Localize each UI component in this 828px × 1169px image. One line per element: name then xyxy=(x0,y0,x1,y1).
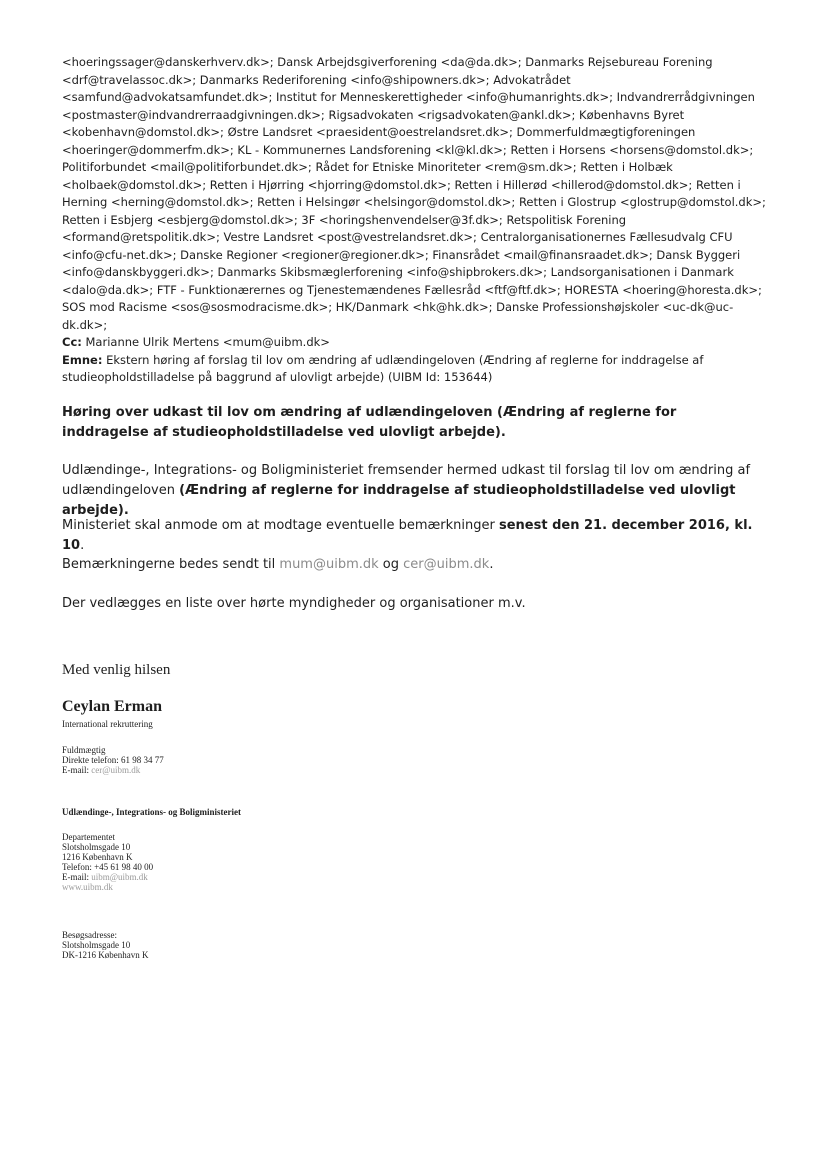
send-to-mid: og xyxy=(378,557,404,572)
address-email-line xyxy=(62,872,153,882)
recipients-list: <hoeringssager@danskerhverv.dk>; Dansk Arbejdsgiverforening <da@da.dk>; Danmarks Rejsebureau Forening <drf@travelassoc.dk>; Danmarks Rederiforening <info@shipowners.dk>; Advokatrådet <samfund@advokatsamfundet.dk>; Institut for Menneskerettigheder <info@humanrights.dk>; Indvandrerrådgivningen <postmaster@indvandrerraadgivningen.dk>; Rigsadvokaten <rigsadvokaten@ankl.dk>; Københavns Byret <kobenhavn@domstol.dk>; Østre Landsret <praesident@oestrelandsret.dk>; Dommerfuldmægtigforeningen <hoeringer@dommerfm.dk>; KL - Kommunernes Landsforening <kl@kl.dk>; Retten i Horsens <horsens@domstol.dk>; Politiforbundet <mail@politiforbundet.dk>; Rådet for Etniske Minoriteter <rem@sm.dk>; Retten i Holbæk <holbaek@domstol.dk>; Retten i Hjørring <hjorring@domstol.dk>; Retten i Hillerød <hillerod@domstol.dk>; Retten i Herning <herning@domstol.dk>; Retten i Helsingør <helsingor@domstol.dk>; Retten i Glostrup <glostrup@domstol.dk>; Retten i Esbjerg <esbjerg@domstol.dk>; 3F <horingshenvendelser@3f.dk>; Retspolitisk Forening <formand@retspolitik.dk>; Vestre Landsret <post@vestrelandsret.dk>; Centralorganisationernes Fællesudvalg CFU <info@cfu-net.dk>; Danske Regioner <regioner@regioner.dk>; Finansrådet <mail@finansraadet.dk>; Dansk Byggeri <info@danskbyggeri.dk>; Danmarks Skibsmæglerforening <info@shipbrokers.dk>; Landsorganisationen i Danmark <dalo@da.dk>; FTF - Funktionærernes og Tjenestemændenes Fællesråd <ftf@ftf.dk>; HORESTA <hoering@horesta.dk>; SOS mod Racisme <sos@sosmodracisme.dk>; HK/Danmark <hk@hk.dk>; Danske Professionshøjskoler <uc-dk@uc-dk.dk>; xyxy=(62,55,766,332)
cc-label: Cc: xyxy=(62,335,82,349)
subject-line xyxy=(62,352,772,387)
email-link-mum[interactable]: mum@uibm.dk xyxy=(279,557,379,572)
address-phone: Telefon: +45 61 98 40 00 xyxy=(62,862,154,872)
deadline-end: . xyxy=(80,538,85,553)
send-to-paragraph xyxy=(62,555,772,575)
subject-value: Ekstern høring af forslag til lov om ændring af udlændingeloven (Ændring af reglerne for inddragelse af studieopholdstilladelse på baggrund af ulovligt arbejde) (UIBM Id: 153644) xyxy=(62,352,704,384)
ministry-name: Udlændinge-, Integrations- og Boligministeriet xyxy=(62,807,241,817)
greeting: Med venlig hilsen xyxy=(62,662,171,678)
send-to-text: Bemærkningerne bedes sendt til xyxy=(62,557,280,572)
signature-role: Fuldmægtig xyxy=(62,745,106,755)
signature-email-label: E-mail: xyxy=(62,765,92,775)
address-street: Slotsholmsgade 10 xyxy=(62,842,131,852)
ministry-address xyxy=(62,832,153,892)
signature-title: International rekruttering xyxy=(62,719,153,729)
document-title: Høring over udkast til lov om ændring af udlændingeloven (Ændring af reglerne for inddragelse af studieopholdstilladelse ved ulovligt arbejde). xyxy=(62,405,677,440)
signature-phone: Direkte telefon: 61 98 34 77 xyxy=(62,755,164,765)
deadline-paragraph xyxy=(62,516,772,556)
address-city: 1216 København K xyxy=(62,852,133,862)
email-header xyxy=(62,54,772,387)
signature-name: Ceylan Erman xyxy=(62,698,162,715)
address-website[interactable]: www.uibm.dk xyxy=(62,882,113,892)
address-dept: Departementet xyxy=(62,832,115,842)
intro-bold-text: (Ændring af reglerne for inddragelse af studieopholdstilladelse ved ulovligt arbejde). xyxy=(62,483,736,518)
signature-email[interactable]: cer@uibm.dk xyxy=(91,765,141,775)
intro-text: Udlændinge-, Integrations- og Boligministeriet fremsender hermed udkast til forslag til lov om ændring af udlændingeloven xyxy=(62,463,751,498)
address-email-label: E-mail: xyxy=(62,872,92,882)
visit-street: Slotsholmsgade 10 xyxy=(62,940,131,950)
visit-address xyxy=(62,930,148,960)
cc-value: Marianne Ulrik Mertens <mum@uibm.dk> xyxy=(81,335,330,349)
signature-contact xyxy=(62,745,164,775)
subject-label: Emne: xyxy=(62,352,103,367)
visit-city: DK-1216 København K xyxy=(62,950,149,960)
attachment-paragraph: Der vedlægges en liste over hørte myndigheder og organisationer m.v. xyxy=(62,596,526,611)
deadline-text: Ministeriet skal anmode om at modtage eventuelle bemærkninger xyxy=(62,518,499,533)
visit-label: Besøgsadresse: xyxy=(62,930,117,940)
signature-email-line xyxy=(62,765,164,775)
email-link-cer[interactable]: cer@uibm.dk xyxy=(403,557,490,572)
deadline-date: senest den 21. december 2016, kl. 10 xyxy=(62,518,753,553)
intro-paragraph xyxy=(62,461,772,521)
cc-line xyxy=(62,334,772,352)
address-email[interactable]: uibm@uibm.dk xyxy=(91,872,148,882)
send-to-end: . xyxy=(489,557,494,572)
